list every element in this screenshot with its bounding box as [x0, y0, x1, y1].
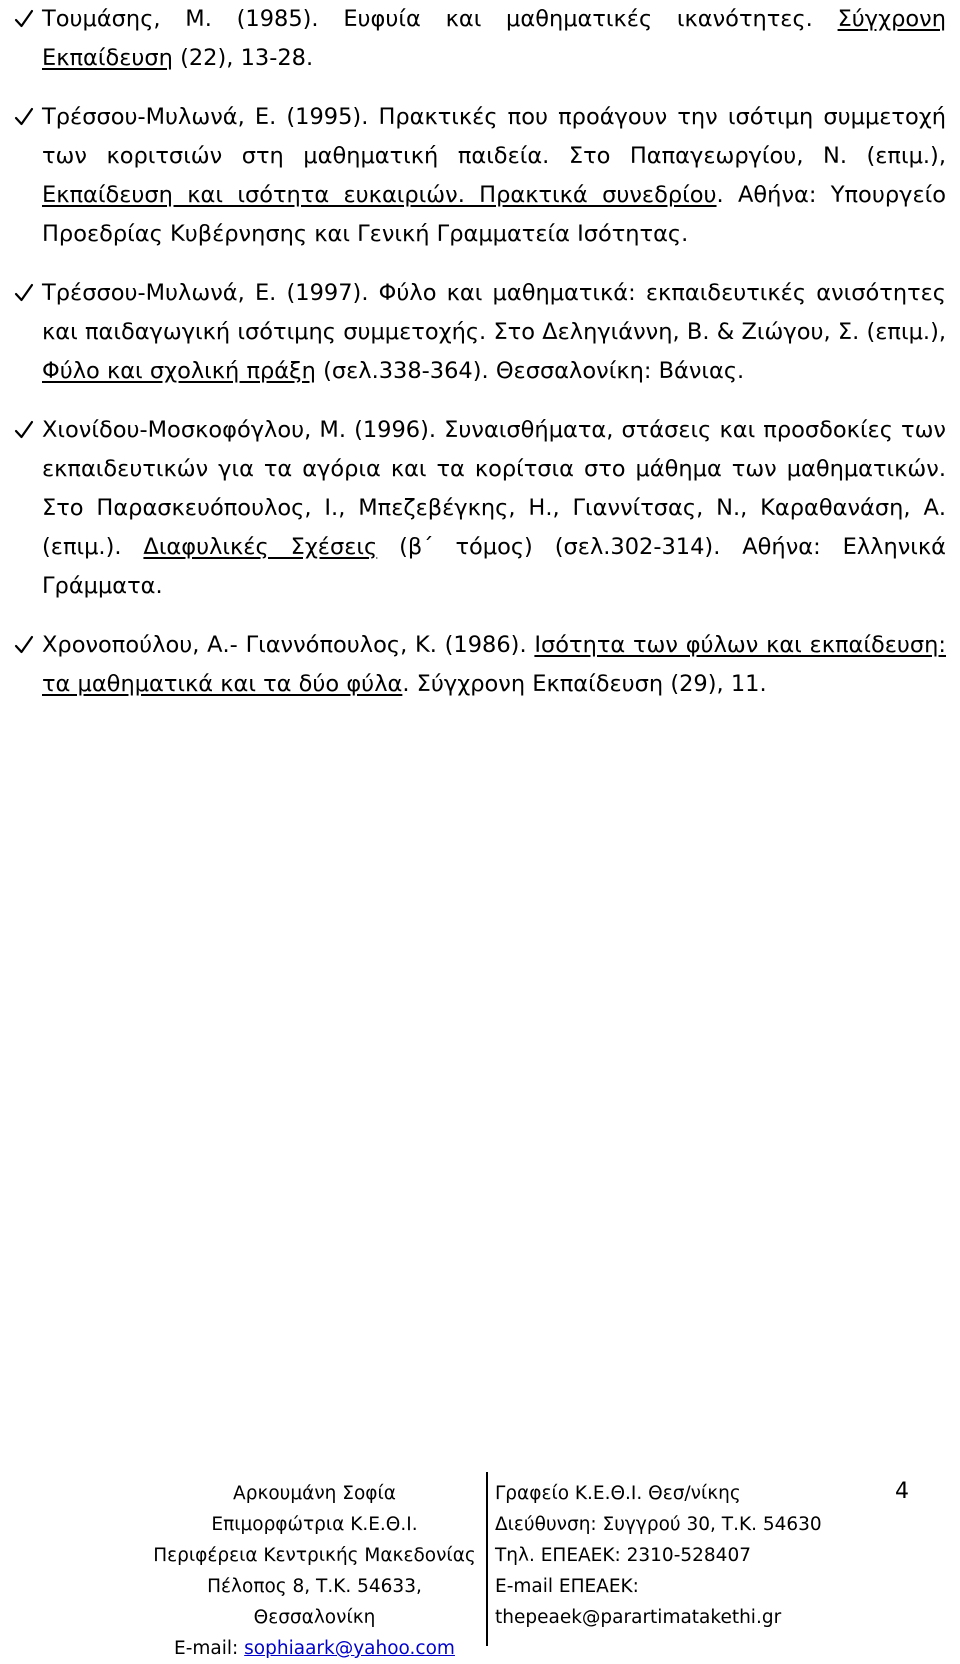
author-email-line [152, 1633, 477, 1664]
author-name: Αρκουμάνη Σοφία [233, 1483, 396, 1504]
footer-author-block [152, 1478, 477, 1664]
office-name: Γραφείο Κ.Ε.Θ.Ι. Θεσ/νίκης [495, 1483, 741, 1504]
reference-text: Χιονίδου-Μοσκοφόγλου, Μ. (1996). Συναισθήματα, στάσεις και προσδοκίες των εκπαιδευτικών για τα αγόρια και τα κορίτσια στο μάθημα των μαθηματικών. Στο Παρασκευόπουλος, Ι., Μπεζεβέγκης, Η., Γιαννίτσας, Ν., Καραθανάση, Α. (επιμ.). [42, 417, 946, 560]
reference-item [14, 0, 946, 78]
reference-text: . Αθήνα: Υπουργείο Προεδρίας Κυβέρνησης και Γενική Γραμματεία Ισότητας. [42, 182, 946, 247]
author-address: Πέλοπος 8, Τ.Κ. 54633, Θεσσαλονίκη [207, 1576, 422, 1628]
reference-item [14, 626, 946, 704]
checkmark-icon [14, 98, 36, 137]
office-address: Διεύθυνση: Συγγρού 30, Τ.Κ. 54630 [495, 1514, 822, 1535]
page-number: 4 [895, 1479, 909, 1504]
page-footer [0, 1472, 960, 1657]
author-email-label: E-mail: [174, 1638, 245, 1659]
checkmark-icon [14, 274, 36, 313]
checkmark-icon [14, 626, 36, 665]
reference-text: Τρέσσου-Μυλωνά, Ε. (1995). Πρακτικές που προάγουν την ισότιμη συμμετοχή των κοριτσιών στη μαθηματική παιδεία. Στο Παπαγεωργίου, Ν. (επιμ.), [42, 104, 946, 169]
reference-text: (σελ.338-364). Θεσσαλονίκη: Βάνιας. [315, 358, 745, 384]
reference-title: Εκπαίδευση και ισότητα ευκαιριών. Πρακτικά συνεδρίου [42, 182, 717, 208]
reference-list [14, 0, 946, 704]
reference-text: Χρονοπούλου, Α.- Γιαννόπουλος, Κ. (1986). [42, 632, 535, 658]
reference-text: Τρέσσου-Μυλωνά, Ε. (1997). Φύλο και μαθηματικά: εκπαιδευτικές ανισότητες και παιδαγωγική ισότιμης συμμετοχής. Στο Δεληγιάννη, Β. & Ζιώγου, Σ. (επιμ.), [42, 280, 946, 345]
reference-item [14, 411, 946, 606]
reference-text: Τουμάσης, Μ. (1985). Ευφυία και μαθηματικές ικανότητες. [42, 6, 838, 32]
checkmark-icon [14, 0, 36, 39]
author-email-link[interactable]: sophiaark@yahoo.com [244, 1638, 455, 1659]
reference-text: (β΄ τόμος) (σελ.302-314). Αθήνα: Ελληνικά Γράμματα. [42, 534, 946, 599]
footer-office-block [495, 1478, 855, 1633]
reference-text: . Σύγχρονη Εκπαίδευση (29), 11. [402, 671, 767, 697]
reference-title: Φύλο και σχολική πράξη [42, 358, 316, 384]
office-email-label: E-mail ΕΠΕΑΕΚ: [495, 1576, 639, 1597]
reference-text: (22), 13-28. [172, 45, 314, 71]
reference-title: Ισότητα των φύλων και εκπαίδευση: τα μαθηματικά και τα δύο φύλα [42, 632, 946, 697]
office-email: thepeaek@parartimatakethi.gr [495, 1607, 782, 1628]
checkmark-icon [14, 411, 36, 450]
reference-item [14, 274, 946, 391]
author-region: Περιφέρεια Κεντρικής Μακεδονίας [153, 1545, 476, 1566]
office-phone: Τηλ. ΕΠΕΑΕΚ: 2310-528407 [495, 1545, 751, 1566]
footer-divider [486, 1472, 488, 1646]
reference-title: Διαφυλικές Σχέσεις [143, 534, 378, 560]
reference-item [14, 98, 946, 254]
reference-title: Σύγχρονη Εκπαίδευση [42, 6, 946, 71]
author-role: Επιμορφώτρια Κ.Ε.Θ.Ι. [211, 1514, 418, 1535]
